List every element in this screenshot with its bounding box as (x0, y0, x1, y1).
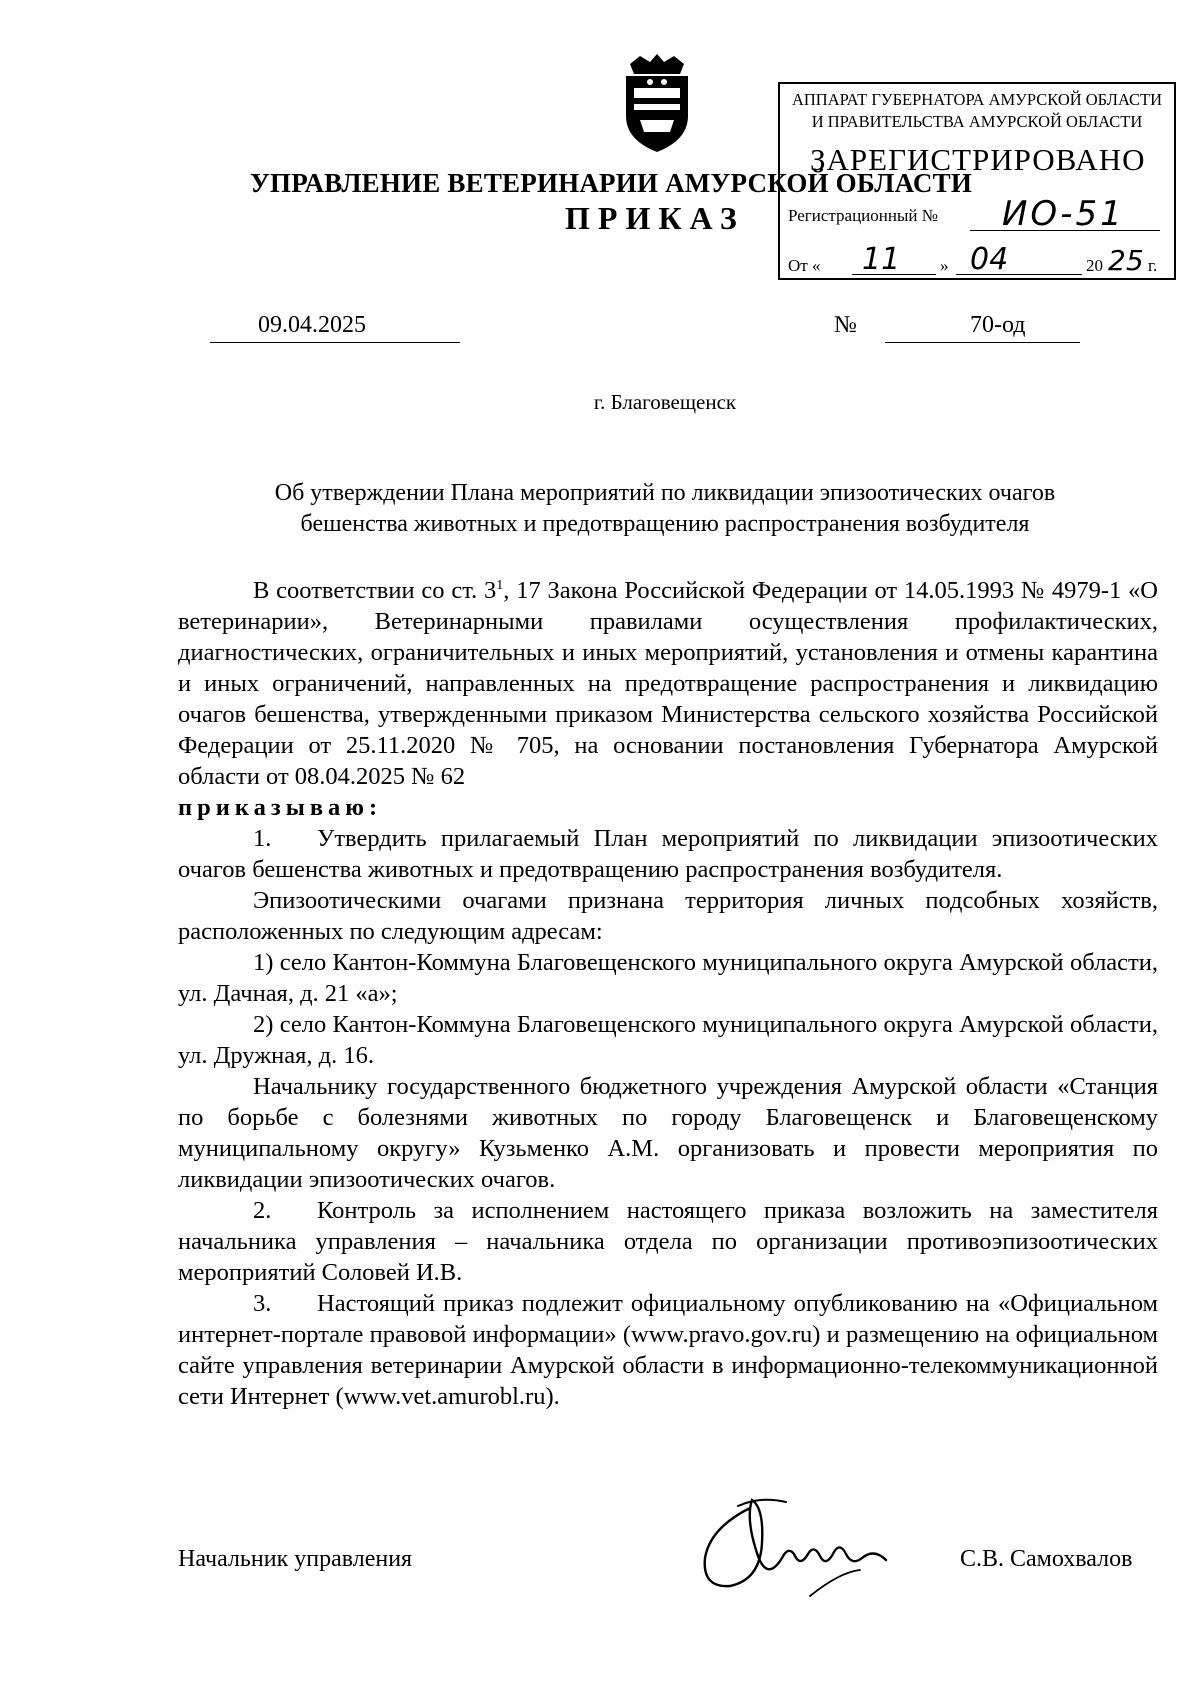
subject-line-1: Об утверждении Плана мероприятий по ликвидации эпизоотических очагов (274, 480, 1056, 506)
coat-of-arms-emblem (620, 54, 694, 154)
stamp-status: ЗАРЕГИСТРИРОВАНО (810, 142, 1146, 177)
number-sign: № (834, 312, 857, 338)
item-1-number: 1. (253, 825, 272, 853)
registration-stamp (778, 82, 1176, 280)
signatory-position: Начальник управления (178, 1546, 413, 1572)
stamp-day: 11 (862, 242, 901, 277)
item-3 (178, 1288, 1158, 1412)
document-date-underline (210, 342, 460, 343)
address-2: 2) село Кантон-Коммуна Благовещенского муниципального округа Амурской области, ул. Дружная, д. 16. (178, 1011, 1158, 1070)
item-1 (178, 823, 1158, 885)
stamp-month-underline (956, 274, 1082, 275)
instruction-paragraph: Начальнику государственного бюджетного учреждения Амурской области «Станция по борьбе с болезнями животных по городу Благовещенск и Благовещенскому муниципальному округу» Кузьменко А.М. организовать и провести мероприятия по ликвидации эпизоотических очагов. (178, 1073, 1158, 1194)
stamp-authority-line1: АППАРАТ ГУБЕРНАТОРА АМУРСКОЙ ОБЛАСТИ (791, 90, 1163, 109)
item-1-text: Утвердить прилагаемый План мероприятий по ликвидации эпизоотических очагов бешенства животных и предотвращению распространения возбудителя. (178, 825, 1158, 884)
stamp-month: 04 (970, 242, 1009, 277)
address-1: 1) село Кантон-Коммуна Благовещенского муниципального округа Амурской области, ул. Дачная, д. 21 «а»; (178, 949, 1158, 1008)
city: г. Благовещенск (593, 390, 737, 414)
preamble-paragraph (178, 570, 1158, 792)
document-date: 09.04.2025 (258, 312, 366, 338)
stamp-date-prefix: От « (788, 256, 821, 275)
subject-line-2: бешенства животных и предотвращению распространения возбудителя (300, 511, 1030, 537)
document-subject (195, 478, 1135, 540)
stamp-day-underline (852, 274, 936, 275)
document-body (178, 570, 1158, 1412)
stamp-year-unit: г. (1148, 256, 1158, 275)
document-number: 70-од (970, 312, 1026, 338)
handwritten-signature (690, 1488, 900, 1608)
document-number-underline (885, 342, 1080, 343)
stamp-year-prefix: 20 (1086, 256, 1103, 275)
preamble-superscript: 1 (496, 578, 504, 593)
stamp-authority-line2: И ПРАВИТЕЛЬСТВА АМУРСКОЙ ОБЛАСТИ (811, 112, 1143, 131)
preamble-part1: В соответствии со ст. 3 (253, 577, 497, 605)
foci-intro-paragraph: Эпизоотическими очагами признана территория личных подсобных хозяйств, расположенных по следующим адресам: (178, 887, 1158, 946)
signatory-name: С.В. Самохвалов (960, 1546, 1133, 1572)
order-word: приказываю: (178, 794, 383, 822)
stamp-reg-label: Регистрационный № (788, 206, 938, 225)
document-type-title: ПРИКАЗ (565, 200, 745, 236)
stamp-guillemet: » (940, 256, 949, 275)
preamble-part2: , 17 Закона Российской Федерации от 14.05.1993 № 4979-1 «О ветеринарии», Ветеринарными правилами осуществления профилактических, диагностических, ограничительных и иных мероприятий, установления и отмены карантина и иных ограничений, направленных на предотвращение распространения и ликвидацию очагов бешенства, утвержденными приказом Министерства сельского хозяйства Российской Федерации от 25.11.2020 № 705, на основании постановления Губернатора Амурской области от 08.04.2025 № 62 (178, 577, 1158, 791)
stamp-reg-number: ИО-51 (1002, 194, 1125, 234)
item-3-text: Настоящий приказ подлежит официальному опубликованию на «Официальном интернет-портале правовой информации» (www.pravo.gov.ru) и размещению на официальном сайте управления ветеринарии Амурской области в информационно-телекоммуникационной сети Интернет (www.vet.amurobl.ru). (178, 1290, 1158, 1411)
organization-name: УПРАВЛЕНИЕ ВЕТЕРИНАРИИ АМУРСКОЙ ОБЛАСТИ (250, 168, 973, 198)
item-2 (178, 1195, 1158, 1288)
item-2-number: 2. (253, 1197, 272, 1225)
stamp-year-suffix: 25 (1108, 244, 1144, 277)
item-3-number: 3. (253, 1290, 272, 1318)
item-2-text: Контроль за исполнением настоящего приказа возложить на заместителя начальника управления – начальника отдела по организации противоэпизоотических мероприятий Соловей И.В. (178, 1197, 1158, 1287)
